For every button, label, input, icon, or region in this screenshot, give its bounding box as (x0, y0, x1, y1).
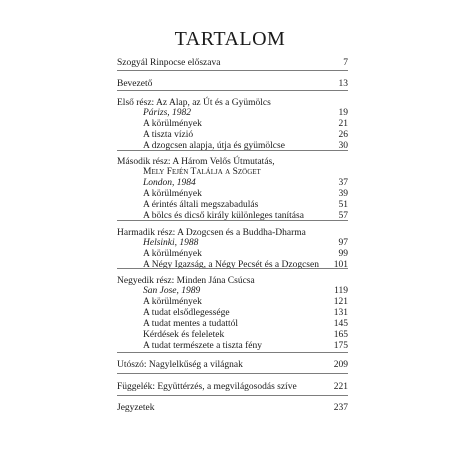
toc-entry: A dzogcsen alapja, útja és gyümölcse (143, 141, 285, 151)
page-number: 21 (338, 119, 348, 129)
page-number: 119 (334, 286, 348, 296)
toc-entry: London, 1984 (143, 178, 196, 188)
toc-entry: Mely Fején Találja a Szöget (143, 167, 261, 177)
divider (117, 352, 348, 353)
divider (117, 373, 348, 374)
page-number: 26 (338, 130, 348, 140)
divider (117, 395, 348, 396)
page-number: 51 (338, 200, 348, 210)
toc-entry: A Négy Igazság, a Négy Pecsét és a Dzogcsen (143, 260, 319, 270)
page-number: 165 (333, 330, 348, 340)
toc-entry: A tudat elsődlegessége (143, 308, 230, 318)
toc-entry: A bölcs és dicső király különleges tanítása (143, 211, 304, 221)
toc-entry: A körülmények (143, 297, 202, 307)
page-number: 145 (333, 319, 348, 329)
page-number: 99 (338, 249, 348, 259)
page-number: 101 (333, 260, 348, 270)
toc-entry: Párizs, 1982 (143, 108, 192, 118)
toc-entry: Harmadik rész: A Dzogcsen és a Buddha-Dharma (117, 228, 306, 238)
toc-entry: Helsinki, 1988 (143, 238, 199, 248)
toc-entry: A érintés általi megszabadulás (143, 200, 259, 210)
divider (117, 90, 348, 91)
toc-entry: Kérdések és feleletek (143, 330, 225, 340)
page-number: 121 (333, 297, 348, 307)
page-number: 237 (333, 403, 348, 413)
toc-entry: A tiszta vízió (143, 130, 194, 140)
toc-entry: Jegyzetek (117, 403, 155, 413)
toc-entry: Első rész: Az Alap, az Út és a Gyümölcs (117, 98, 271, 108)
page-title: TARTALOM (174, 28, 286, 50)
page-number: 57 (338, 211, 348, 221)
page-number: 7 (343, 58, 348, 68)
divider (117, 268, 348, 269)
page-number: 175 (333, 341, 348, 351)
toc-entry: A tudat természete a tiszta fény (143, 341, 262, 351)
toc-entry: Bevezető (117, 79, 153, 89)
toc-entry: Függelék: Együttérzés, a megvilágosodás szíve (117, 382, 297, 392)
page-number: 19 (338, 108, 348, 118)
toc-entry: A körülmények (143, 249, 202, 259)
page-number: 13 (338, 79, 348, 89)
toc-entry: San Jose, 1989 (143, 286, 201, 296)
divider (117, 150, 348, 151)
toc-entry: Szogyál Rinpocse előszava (117, 58, 221, 68)
page-number: 37 (338, 178, 348, 188)
toc-entry: A körülmények (143, 189, 202, 199)
toc-entry: A körülmények (143, 119, 202, 129)
page-number: 209 (333, 360, 348, 370)
divider (117, 220, 348, 221)
toc-entry: A tudat mentes a tudattól (143, 319, 238, 329)
divider (117, 70, 348, 71)
page-number: 221 (333, 382, 348, 392)
page-number: 30 (338, 141, 348, 151)
page-number: 97 (338, 238, 348, 248)
page-number: 39 (338, 189, 348, 199)
page-number: 131 (333, 308, 348, 318)
toc-entry: Negyedik rész: Minden Jána Csúcsa (117, 276, 255, 286)
toc-entry: Utószó: Nagylelkűség a világnak (117, 360, 243, 370)
toc-entry: Második rész: A Három Velős Útmutatás, (117, 157, 275, 167)
